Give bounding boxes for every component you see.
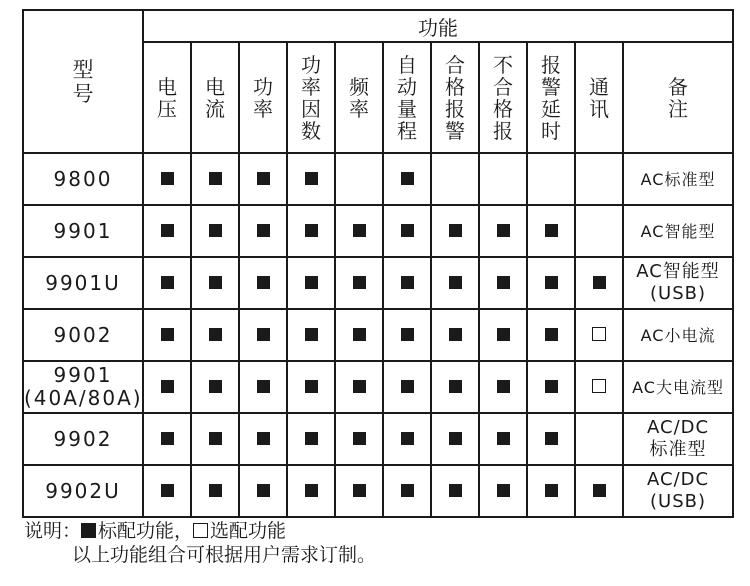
column-header: [575, 42, 623, 153]
feature-cell: [191, 153, 239, 205]
note-text: (USB): [650, 491, 707, 512]
feature-cell: [335, 465, 383, 517]
standard-mark-icon: [545, 432, 558, 445]
standard-mark-icon: [161, 328, 174, 341]
feature-cell: [287, 361, 335, 413]
model-cell: [23, 205, 143, 257]
standard-mark-icon: [497, 276, 510, 289]
standard-mark-icon: [161, 224, 174, 237]
standard-mark-icon: [209, 328, 222, 341]
feature-cell: [527, 361, 575, 413]
standard-mark-icon: [449, 276, 462, 289]
feature-cell: [479, 257, 527, 309]
feature-cell: [527, 205, 575, 257]
model-header-text: 型号: [72, 57, 94, 106]
feature-cell: [239, 153, 287, 205]
standard-mark-icon: [497, 224, 510, 237]
feature-cell: [431, 361, 479, 413]
optional-mark-icon: [193, 523, 208, 538]
table-row: [23, 205, 733, 257]
standard-mark-icon: [161, 484, 174, 497]
standard-mark-icon: [305, 224, 318, 237]
model-text: 9800: [53, 166, 113, 191]
feature-cell: [527, 309, 575, 361]
standard-mark-icon: [401, 276, 414, 289]
standard-mark-icon: [401, 484, 414, 497]
model-text: 9902: [53, 426, 113, 451]
column-header: [479, 42, 527, 153]
model-text: (40A/80A): [24, 386, 143, 410]
feature-cell: [287, 465, 335, 517]
model-text: 9901U: [45, 270, 121, 295]
model-text: 9902U: [45, 478, 121, 503]
feature-cell: [191, 309, 239, 361]
feature-cell: [431, 257, 479, 309]
feature-cell: [479, 205, 527, 257]
standard-mark-icon: [497, 380, 510, 393]
note-cell: [623, 257, 733, 309]
standard-mark-icon: [353, 328, 366, 341]
note-cell: [623, 413, 733, 465]
standard-mark-icon: [401, 328, 414, 341]
standard-mark-icon: [161, 172, 174, 185]
standard-mark-icon: [353, 224, 366, 237]
feature-cell: [239, 413, 287, 465]
table-row: [23, 361, 733, 413]
column-header-label: 功率: [253, 74, 273, 121]
model-cell: [23, 153, 143, 205]
column-header-label: 通讯: [589, 74, 609, 121]
column-header-label: 电流: [205, 74, 225, 121]
feature-cell: [191, 257, 239, 309]
feature-cell: [479, 465, 527, 517]
standard-mark-icon: [305, 432, 318, 445]
feature-cell: [383, 309, 431, 361]
legend-standard-text: 标配功能，: [98, 520, 194, 542]
feature-cell: [143, 465, 191, 517]
feature-cell: [335, 361, 383, 413]
note-text: AC智能型: [640, 221, 716, 241]
feature-cell: [335, 153, 383, 205]
note-cell: [623, 153, 733, 205]
model-cell: [23, 257, 143, 309]
standard-mark-icon: [401, 380, 414, 393]
feature-cell: [383, 413, 431, 465]
standard-mark-icon: [449, 224, 462, 237]
standard-mark-icon: [449, 432, 462, 445]
feature-cell: [575, 257, 623, 309]
feature-cell: [239, 361, 287, 413]
note-text: 标准型: [649, 439, 707, 460]
table-body: [23, 153, 733, 517]
standard-mark-icon: [401, 224, 414, 237]
standard-mark-icon: [257, 432, 270, 445]
standard-mark-icon: [161, 276, 174, 289]
table-row: [23, 309, 733, 361]
standard-mark-icon: [449, 380, 462, 393]
feature-cell: [287, 413, 335, 465]
standard-mark-icon: [305, 484, 318, 497]
feature-cell: [479, 361, 527, 413]
feature-cell: [527, 153, 575, 205]
standard-mark-icon: [545, 484, 558, 497]
custom-order-note: 以上功能组合可根据用户需求订制。: [72, 544, 377, 566]
standard-mark-icon: [449, 484, 462, 497]
standard-mark-icon: [401, 172, 414, 185]
feature-cell: [143, 413, 191, 465]
column-header-label: 频率: [349, 74, 369, 121]
feature-cell: [479, 153, 527, 205]
feature-cell: [383, 153, 431, 205]
column-header-label: 不合格报: [493, 52, 513, 143]
legend-line: [24, 519, 376, 543]
table-row: [23, 465, 733, 517]
feature-cell: [527, 257, 575, 309]
feature-cell: [383, 465, 431, 517]
standard-mark-icon: [209, 224, 222, 237]
note-text: AC/DC: [647, 469, 710, 490]
feature-cell: [287, 309, 335, 361]
note-cell: [623, 205, 733, 257]
feature-cell: [335, 257, 383, 309]
note-cell: [623, 309, 733, 361]
feature-cell: [287, 153, 335, 205]
model-cell: [23, 309, 143, 361]
feature-cell: [191, 205, 239, 257]
feature-cell: [431, 309, 479, 361]
standard-mark-icon: [497, 484, 510, 497]
feature-cell: [335, 309, 383, 361]
standard-mark-icon: [449, 328, 462, 341]
feature-cell: [143, 361, 191, 413]
optional-mark-icon: [592, 379, 606, 393]
column-header: [191, 42, 239, 153]
feature-cell: [527, 465, 575, 517]
column-header: [335, 42, 383, 153]
feature-cell: [239, 257, 287, 309]
column-header-label: 备注: [668, 74, 689, 121]
standard-mark-icon: [209, 484, 222, 497]
standard-mark-icon: [257, 380, 270, 393]
note-text: AC/DC: [647, 417, 710, 438]
feature-cell: [575, 309, 623, 361]
standard-mark-icon: [161, 432, 174, 445]
feature-cell: [191, 413, 239, 465]
note-text: AC小电流: [640, 325, 716, 345]
standard-mark-icon: [161, 380, 174, 393]
feature-cell: [143, 153, 191, 205]
legend-optional-text: 选配功能: [210, 520, 287, 542]
column-header: [623, 42, 733, 153]
standard-mark-icon: [257, 328, 270, 341]
note-cell: [623, 465, 733, 517]
feature-cell: [431, 205, 479, 257]
standard-mark-icon: [209, 172, 222, 185]
footer-notes: [24, 519, 376, 567]
feature-cell: [383, 257, 431, 309]
feature-cell: [239, 205, 287, 257]
standard-mark-icon: [545, 224, 558, 237]
standard-mark-icon: [305, 172, 318, 185]
standard-mark-icon: [305, 328, 318, 341]
feature-cell: [479, 413, 527, 465]
standard-mark-icon: [593, 276, 606, 289]
column-header-label: 报警延时: [541, 52, 561, 143]
feature-cell: [335, 205, 383, 257]
feature-cell: [335, 413, 383, 465]
feature-cell: [431, 153, 479, 205]
standard-mark-icon: [257, 224, 270, 237]
spec-table: [22, 9, 734, 518]
feature-cell: [575, 205, 623, 257]
standard-mark-icon: [497, 328, 510, 341]
standard-mark-icon: [545, 328, 558, 341]
feature-cell: [191, 361, 239, 413]
standard-mark-icon: [401, 432, 414, 445]
feature-cell: [239, 309, 287, 361]
note-text: AC智能型: [636, 261, 720, 282]
model-cell: [23, 465, 143, 517]
standard-mark-icon: [353, 380, 366, 393]
standard-mark-icon: [257, 276, 270, 289]
column-header: [239, 42, 287, 153]
standard-mark-icon: [209, 432, 222, 445]
standard-mark-icon: [257, 172, 270, 185]
feature-cell: [431, 465, 479, 517]
feature-cell: [191, 465, 239, 517]
standard-mark-icon: [545, 276, 558, 289]
standard-mark-icon: [257, 484, 270, 497]
standard-mark-icon: [209, 380, 222, 393]
feature-cell: [383, 205, 431, 257]
function-group-header: 功能: [143, 10, 733, 42]
standard-mark-icon: [545, 380, 558, 393]
standard-mark-icon: [353, 276, 366, 289]
feature-cell: [527, 413, 575, 465]
note-text: AC标准型: [640, 169, 716, 189]
feature-cell: [143, 309, 191, 361]
feature-cell: [575, 465, 623, 517]
column-header-label: 功率因数: [301, 52, 321, 143]
model-header: [23, 10, 143, 153]
table-row: [23, 257, 733, 309]
feature-cell: [287, 205, 335, 257]
standard-mark-icon: [353, 432, 366, 445]
model-text: 9901: [53, 363, 113, 387]
standard-mark-icon: [593, 484, 606, 497]
note-text: AC大电流型: [632, 377, 724, 397]
feature-cell: [575, 153, 623, 205]
note-cell: [623, 361, 733, 413]
column-header: [287, 42, 335, 153]
feature-cell: [239, 465, 287, 517]
column-header: [383, 42, 431, 153]
standard-mark-icon: [209, 276, 222, 289]
model-text: 9901: [53, 218, 113, 243]
column-header: [431, 42, 479, 153]
standard-mark-icon: [353, 484, 366, 497]
feature-cell: [143, 257, 191, 309]
feature-cell: [287, 257, 335, 309]
feature-cell: [575, 361, 623, 413]
standard-mark-icon: [305, 380, 318, 393]
model-text: 9002: [53, 322, 113, 347]
feature-cell: [431, 413, 479, 465]
feature-cell: [479, 309, 527, 361]
model-cell: [23, 361, 143, 413]
model-cell: [23, 413, 143, 465]
column-header: [143, 42, 191, 153]
column-header-label: 合格报警: [445, 52, 465, 143]
column-header-label: 电压: [157, 74, 177, 121]
optional-mark-icon: [592, 327, 606, 341]
footer-label: 说明：: [24, 520, 82, 542]
feature-cell: [575, 413, 623, 465]
note-text: (USB): [650, 283, 707, 304]
table-row: [23, 153, 733, 205]
standard-mark-icon: [305, 276, 318, 289]
table-row: [23, 413, 733, 465]
standard-mark-icon: [497, 432, 510, 445]
standard-mark-icon: [81, 523, 96, 538]
column-header: [527, 42, 575, 153]
feature-cell: [143, 205, 191, 257]
column-header-label: 自动量程: [397, 52, 417, 143]
feature-cell: [383, 361, 431, 413]
